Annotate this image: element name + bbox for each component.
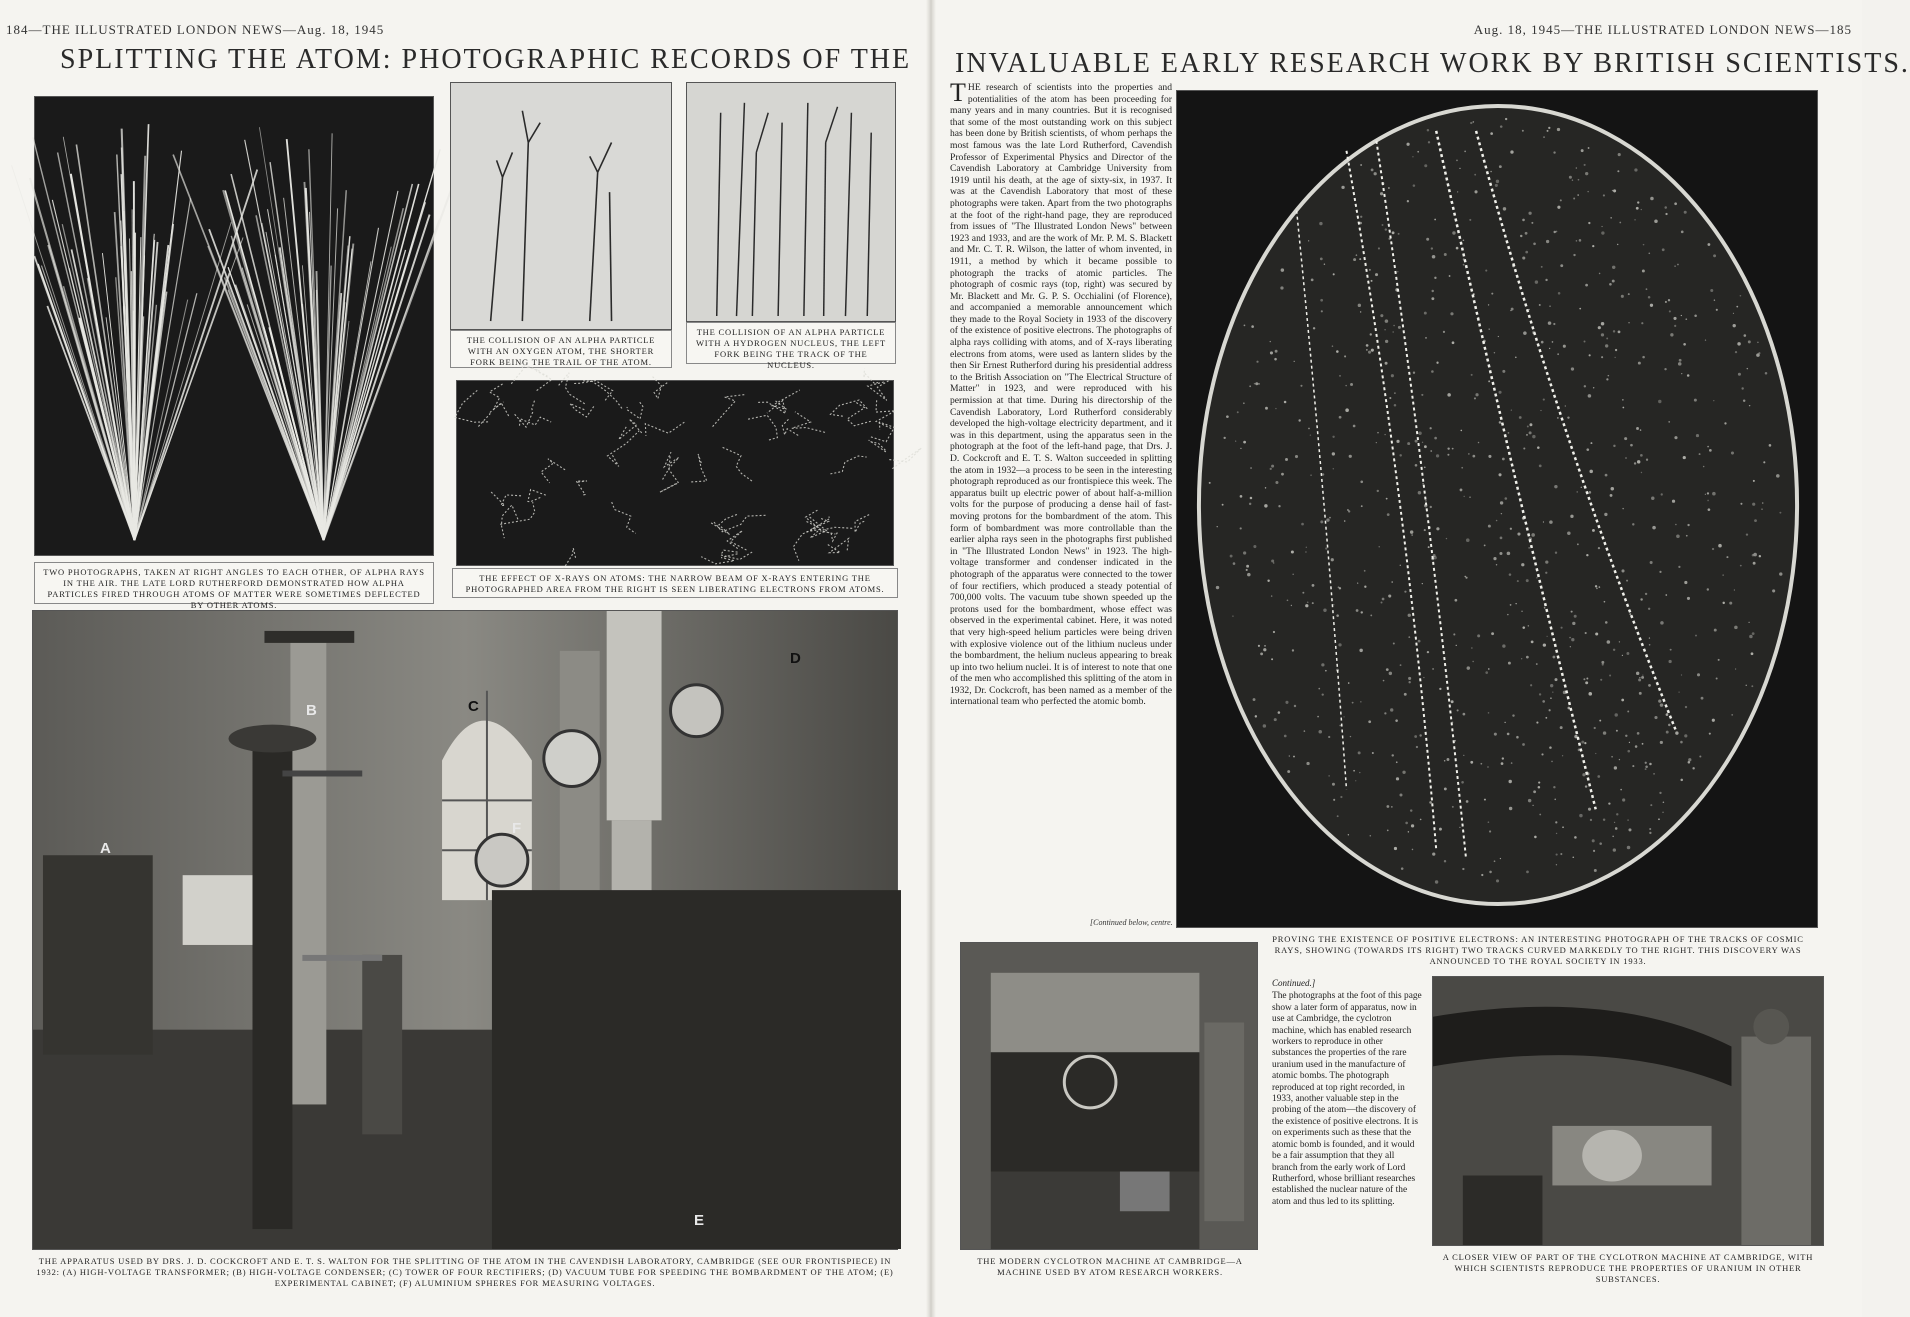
left-headline: SPLITTING THE ATOM: PHOTOGRAPHIC RECORDS OF THE: [60, 44, 912, 75]
main-article: [950, 78, 1172, 930]
marker-d: D: [790, 650, 801, 667]
cosmic-rays-photo: [1176, 90, 1818, 928]
alpha-rays-photo: [34, 96, 434, 556]
continued-article-head: Continued.]: [1272, 978, 1316, 988]
cyclotron-closeup-photo: [1432, 976, 1824, 1246]
continued-article: [1272, 978, 1422, 1294]
marker-e: E: [694, 1212, 705, 1229]
xrays-caption: THE EFFECT OF X-RAYS ON ATOMS: THE NARROW BEAM OF X-RAYS ENTERING THE PHOTOGRAPHED AREA FROM THE RIGHT IS SEEN LIBERATING ELECTRONS FROM ATOMS.: [452, 568, 898, 598]
article-body: HE research of scientists into the properties and potentialities of the atom has been proceeding for many years and in many countries. But it is recognised that some of the most outstanding work on this subject has been done by British scientists, of whom perhaps the most famous was the late Lord Rutherford, Cavendish Professor of Experimental Physics and Director of the Cavendish Laboratory at Cambridge University from 1919 until his death, at the age of sixty-six, in 1937. It was at the Cavendish Laboratory that most of these photographs were taken. Apart from the two photographs at the foot of the right-hand page, they are reproduced from issues of "The Illustrated London News" between 1923 and 1933, and are the work of Mr. P. M. S. Blackett and Mr. C. T. R. Wilson, the latter of whom invented, in 1911, a method by which it became possible to photograph the tracks of atomic particles. The photograph of cosmic rays (top, right) was secured by Mr. Blackett and Mr. G. P. S. Occhialini (of Florence), and accompanied a memorable announcement which they made to the Royal Society in 1933 of the discovery of the existence of positive electrons. The photographs of alpha rays colliding with atoms, and of X-rays liberating electrons from atoms, were used as lantern slides by the then Sir Ernest Rutherford during his presidential address to the British Association on "The Electrical Structure of Matter" in 1923, and were reproduced with his permission at that time. During his directorship of the Cavendish Laboratory, Lord Rutherford considerably developed the high-voltage electricity department, and it was in this department, using the apparatus seen in the photograph at the foot of the left-hand page, that Drs. J. D. Cockcroft and E. T. S. Walton succeeded in splitting the atom in 1932—a process to be seen in the interesting photograph reproduced as our frontispiece this week. The apparatus built up electric power of about half-a-million volts for the purpose of producing a dense hail of fast-moving protons for the bombardment of the atom. This form of bombardment was more controllable than the earlier alpha rays seen in the photographs first published in "The Illustrated London News" in 1923. The high-voltage transformer and condenser indicated in the photograph of the apparatus were connected to the tower of four rectifiers, which produced a steady potential of 700,000 volts. The vacuum tube shown speeded up the protons used for the bombardment, whose effect was observed in the experimental cabinet. Here, it was noted that very high-speed helium particles were being driven with explosive violence out of the lithium nucleus under the bombardment, the helium nucleus appearing to break up into two helium nuclei. It is of interest to note that one of the men who accomplished this splitting of the atom in 1932, Dr. Cockcroft, has been named as a member of the international team who perfected the atomic bomb.: [950, 82, 1172, 708]
page-gutter: [926, 0, 936, 1317]
marker-f: F: [512, 820, 522, 837]
continued-note: [Continued below, centre.: [1090, 918, 1173, 927]
right-folio: Aug. 18, 1945—THE ILLUSTRATED LONDON NEWS—185: [1473, 22, 1852, 37]
marker-c: C: [468, 698, 479, 715]
left-folio: 184—THE ILLUSTRATED LONDON NEWS—Aug. 18, 1945: [6, 22, 385, 37]
xrays-photo: [456, 380, 894, 566]
marker-a: A: [100, 840, 111, 857]
cyclotron-caption: THE MODERN CYCLOTRON MACHINE AT CAMBRIDGE—A MACHINE USED BY ATOM RESEARCH WORKERS.: [977, 1256, 1243, 1277]
oxygen-collision-caption: THE COLLISION OF AN ALPHA PARTICLE WITH AN OXYGEN ATOM, THE SHORTER FORK BEING THE TRAIL OF THE ATOM.: [450, 330, 672, 368]
alpha-rays-caption: TWO PHOTOGRAPHS, TAKEN AT RIGHT ANGLES TO EACH OTHER, OF ALPHA RAYS IN THE AIR. THE LATE LORD RUTHERFORD DEMONSTRATED HOW ALPHA PARTICLES FIRED THROUGH ATOMS OF MATTER WERE SOMETIMES DEFLECTED BY OTHER ATOMS.: [34, 562, 434, 604]
continued-article-body: The photographs at the foot of this page show a later form of apparatus, now in use at Cambridge, the cyclotron machine, which has enabled research workers to reproduce in other substances the properties of the rare uranium used in the manufacture of atomic bombs. The photograph reproduced at top right recorded, in 1933, another valuable step in the probing of the atom—the discovery of the existence of positive electrons. It is on experiments such as these that the atomic bomb is founded, and it would be a fair assumption that they all branch from the early work of Lord Rutherford, whose brilliant researches established the nuclear nature of the atom and thus led to its splitting.: [1272, 991, 1422, 1207]
marker-b: B: [306, 702, 317, 719]
article-dropcap: T: [950, 78, 966, 107]
hydrogen-collision-caption: THE COLLISION OF AN ALPHA PARTICLE WITH A HYDROGEN NUCLEUS, THE LEFT FORK BEING THE TRACK OF THE NUCLEUS.: [686, 322, 896, 364]
cyclotron-closeup-caption: A CLOSER VIEW OF PART OF THE CYCLOTRON MACHINE AT CAMBRIDGE, WITH WHICH SCIENTISTS REPRODUCE THE PROPERTIES OF URANIUM IN OTHER SUBSTANCES.: [1442, 1252, 1814, 1284]
apparatus-photo: [32, 610, 898, 1250]
hydrogen-collision-photo: [686, 82, 896, 322]
apparatus-caption: THE APPARATUS USED BY DRS. J. D. COCKCROFT AND E. T. S. WALTON FOR THE SPLITTING OF THE ATOM IN THE CAVENDISH LABORATORY, CAMBRIDGE (SEE OUR FRONTISPIECE) IN 1932: (A) HIGH-VOLTAGE TRANSFORMER; (B) HIGH-VOLTAGE CONDENSER; (C) TOWER OF FOUR RECTIFIERS; (D) VACUUM TUBE FOR SPEEDING THE BOMBARDMENT OF THE ATOM; (E) EXPERIMENTAL CABINET; (F) ALUMINIUM SPHERES FOR MEASURING VOLTAGES.: [36, 1256, 894, 1288]
cyclotron-photo: [960, 942, 1258, 1250]
cosmic-rays-caption: PROVING THE EXISTENCE OF POSITIVE ELECTRONS: AN INTERESTING PHOTOGRAPH OF THE TRACKS OF COSMIC RAYS, SHOWING (TOWARDS ITS RIGHT) TWO TRACKS CURVED MARKEDLY TO THE RIGHT. THIS DISCOVERY WAS ANNOUNCED TO THE ROYAL SOCIETY IN 1933.: [1272, 934, 1804, 966]
oxygen-collision-photo: [450, 82, 672, 330]
right-headline: INVALUABLE EARLY RESEARCH WORK BY BRITISH SCIENTISTS.: [955, 48, 1910, 79]
